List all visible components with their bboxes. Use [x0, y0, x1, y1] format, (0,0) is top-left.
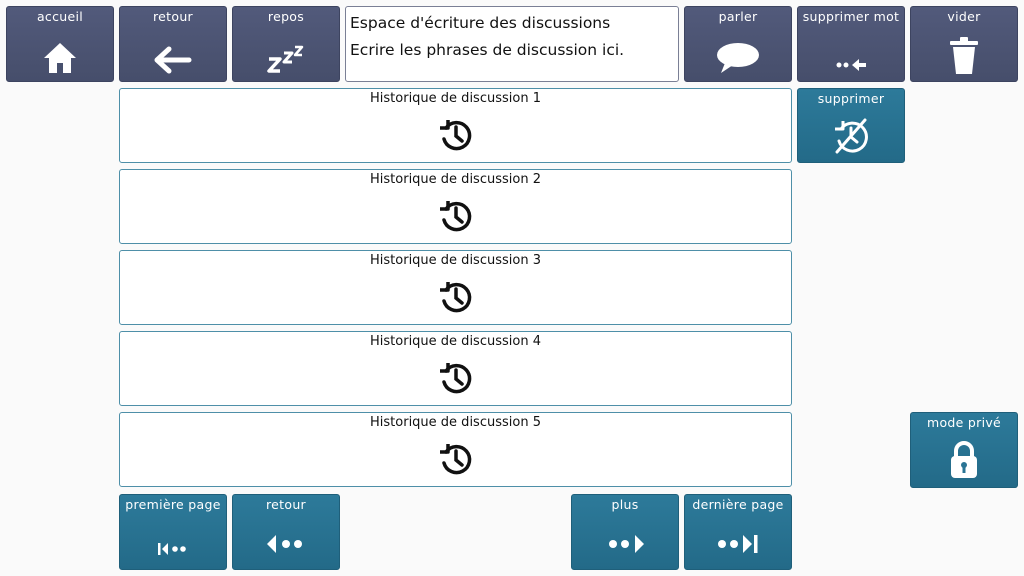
back-button[interactable]: [119, 6, 227, 82]
more-button-label: plus: [611, 497, 639, 512]
delete-history-button[interactable]: [797, 88, 905, 163]
history-icon: [120, 441, 791, 477]
history-item-label: Historique de discussion 3: [370, 253, 541, 268]
last-page-button-label: dernière page: [692, 497, 784, 512]
back-button-label: retour: [153, 9, 193, 24]
clear-button[interactable]: [910, 6, 1018, 82]
first-page-button-label: première page: [125, 497, 221, 512]
writing-area-line2: Ecrire les phrases de discussion ici.: [350, 41, 625, 59]
private-mode-button[interactable]: [910, 412, 1018, 488]
private-mode-button-label: mode privé: [926, 415, 1002, 430]
next-page-icon: [572, 533, 678, 555]
zzz-icon: [233, 43, 339, 75]
backspace-icon: [798, 55, 904, 75]
speak-button[interactable]: [684, 6, 792, 82]
home-button[interactable]: [6, 6, 114, 82]
history-item-3[interactable]: [119, 250, 792, 325]
history-off-icon: [798, 116, 904, 156]
delete-word-button[interactable]: [797, 6, 905, 82]
previous-page-icon: [233, 533, 339, 555]
previous-page-button-label: retour: [266, 497, 306, 512]
history-icon: [120, 279, 791, 315]
delete-word-button-label: supprimer mot: [802, 9, 900, 24]
history-icon: [120, 117, 791, 153]
history-item-label: Historique de discussion 2: [370, 172, 541, 187]
history-icon: [120, 198, 791, 234]
clear-button-label: vider: [947, 9, 981, 24]
history-item-label: Historique de discussion 4: [370, 334, 541, 349]
history-item-2[interactable]: [119, 169, 792, 244]
history-item-1[interactable]: [119, 88, 792, 163]
history-item-5[interactable]: [119, 412, 792, 487]
sleep-button[interactable]: [232, 6, 340, 82]
lock-icon: [911, 440, 1017, 480]
history-item-label: Historique de discussion 1: [370, 91, 541, 106]
previous-page-button[interactable]: [232, 494, 340, 570]
history-icon: [120, 360, 791, 396]
history-item-4[interactable]: [119, 331, 792, 406]
speech-bubble-icon: [685, 41, 791, 75]
history-item-label: Historique de discussion 5: [370, 415, 541, 430]
sleep-button-label: repos: [267, 9, 305, 24]
last-page-button[interactable]: [684, 494, 792, 570]
last-page-icon: [685, 533, 791, 555]
first-page-button[interactable]: [119, 494, 227, 570]
writing-area-line1: Espace d'écriture des discussions: [350, 14, 611, 32]
first-page-icon: [120, 541, 226, 557]
writing-area[interactable]: [345, 6, 679, 82]
speak-button-label: parler: [718, 9, 758, 24]
more-button[interactable]: [571, 494, 679, 570]
home-button-label: accueil: [36, 9, 84, 24]
trash-icon: [911, 37, 1017, 75]
home-icon: [7, 41, 113, 75]
arrow-left-icon: [120, 45, 226, 75]
delete-history-button-label: supprimer: [817, 91, 885, 106]
